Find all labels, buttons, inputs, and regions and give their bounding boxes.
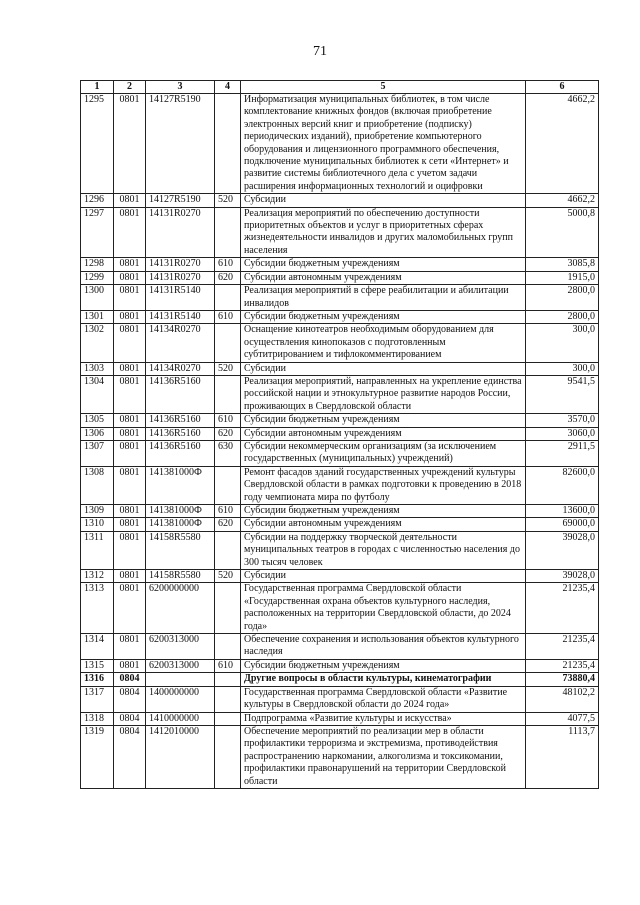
row-number-cell: 1303 bbox=[81, 362, 114, 375]
target-article-cell: 6200313000 bbox=[146, 659, 215, 672]
target-article-cell: 14131R0270 bbox=[146, 271, 215, 284]
amount-cell: 21235,4 bbox=[526, 583, 599, 634]
table-row bbox=[81, 375, 599, 413]
expense-type-cell bbox=[215, 94, 241, 194]
table-row bbox=[81, 466, 599, 504]
section-code-cell: 0801 bbox=[114, 324, 146, 362]
expense-type-cell: 520 bbox=[215, 570, 241, 583]
row-number-cell: 1314 bbox=[81, 634, 114, 660]
row-number-cell: 1316 bbox=[81, 673, 114, 686]
amount-cell: 300,0 bbox=[526, 324, 599, 362]
column-header: 4 bbox=[215, 81, 241, 94]
row-number-cell: 1301 bbox=[81, 310, 114, 323]
expense-type-cell: 630 bbox=[215, 440, 241, 466]
column-header: 1 bbox=[81, 81, 114, 94]
expense-type-cell bbox=[215, 686, 241, 712]
row-number-cell: 1319 bbox=[81, 725, 114, 788]
amount-cell: 9541,5 bbox=[526, 375, 599, 413]
section-code-cell: 0801 bbox=[114, 94, 146, 194]
row-number-cell: 1310 bbox=[81, 518, 114, 531]
description-cell: Субсидии некоммерческим организациям (за исключением государственных (муниципальных) учреждений) bbox=[241, 440, 526, 466]
expense-type-cell: 610 bbox=[215, 310, 241, 323]
row-number-cell: 1302 bbox=[81, 324, 114, 362]
table-row bbox=[81, 659, 599, 672]
target-article-cell: 141381000Ф bbox=[146, 466, 215, 504]
expense-type-cell bbox=[215, 673, 241, 686]
row-number-cell: 1309 bbox=[81, 505, 114, 518]
section-code-cell: 0801 bbox=[114, 659, 146, 672]
amount-cell: 3060,0 bbox=[526, 427, 599, 440]
target-article-cell: 14127R5190 bbox=[146, 94, 215, 194]
table-row bbox=[81, 310, 599, 323]
expense-type-cell bbox=[215, 285, 241, 311]
description-cell: Обеспечение мероприятий по реализации мер в области профилактики терроризма и экстремизма, противодействия распространению наркомании, алкоголизма и токсикомании, профилактики правонарушений на территории Свердловской области bbox=[241, 725, 526, 788]
target-article-cell: 14131R0270 bbox=[146, 258, 215, 271]
amount-cell: 48102,2 bbox=[526, 686, 599, 712]
amount-cell: 39028,0 bbox=[526, 531, 599, 569]
description-cell: Субсидии бюджетным учреждениям bbox=[241, 258, 526, 271]
table-row bbox=[81, 440, 599, 466]
amount-cell: 4662,2 bbox=[526, 194, 599, 207]
section-code-cell: 0801 bbox=[114, 258, 146, 271]
table-row bbox=[81, 285, 599, 311]
expense-type-cell: 620 bbox=[215, 427, 241, 440]
target-article-cell: 14134R0270 bbox=[146, 324, 215, 362]
section-code-cell: 0801 bbox=[114, 466, 146, 504]
row-number-cell: 1299 bbox=[81, 271, 114, 284]
column-header: 2 bbox=[114, 81, 146, 94]
description-cell: Субсидии автономным учреждениям bbox=[241, 427, 526, 440]
table-row bbox=[81, 362, 599, 375]
amount-cell: 13600,0 bbox=[526, 505, 599, 518]
target-article-cell: 14136R5160 bbox=[146, 440, 215, 466]
description-cell: Субсидии bbox=[241, 362, 526, 375]
target-article-cell: 14134R0270 bbox=[146, 362, 215, 375]
section-code-cell: 0801 bbox=[114, 634, 146, 660]
expense-type-cell bbox=[215, 324, 241, 362]
table-row bbox=[81, 414, 599, 427]
target-article-cell: 6200000000 bbox=[146, 583, 215, 634]
amount-cell: 5000,8 bbox=[526, 207, 599, 258]
table-row bbox=[81, 673, 599, 686]
description-cell: Подпрограмма «Развитие культуры и искусства» bbox=[241, 712, 526, 725]
expense-type-cell bbox=[215, 466, 241, 504]
section-code-cell: 0801 bbox=[114, 518, 146, 531]
target-article-cell: 141381000Ф bbox=[146, 518, 215, 531]
amount-cell: 4662,2 bbox=[526, 94, 599, 194]
amount-cell: 69000,0 bbox=[526, 518, 599, 531]
table-row bbox=[81, 634, 599, 660]
section-code-cell: 0801 bbox=[114, 505, 146, 518]
table-row bbox=[81, 725, 599, 788]
amount-cell: 4077,5 bbox=[526, 712, 599, 725]
expense-type-cell bbox=[215, 712, 241, 725]
table-row bbox=[81, 94, 599, 194]
amount-cell: 73880,4 bbox=[526, 673, 599, 686]
expense-type-cell: 520 bbox=[215, 194, 241, 207]
description-cell: Ремонт фасадов зданий государственных учреждений культуры Свердловской области в рамках подготовки к проведению в 2018 году чемпионата мира по футболу bbox=[241, 466, 526, 504]
table-header-row bbox=[81, 81, 599, 94]
expense-type-cell: 620 bbox=[215, 271, 241, 284]
table-row bbox=[81, 505, 599, 518]
table-row bbox=[81, 258, 599, 271]
row-number-cell: 1317 bbox=[81, 686, 114, 712]
expense-type-cell bbox=[215, 375, 241, 413]
expense-type-cell bbox=[215, 725, 241, 788]
row-number-cell: 1297 bbox=[81, 207, 114, 258]
expense-type-cell bbox=[215, 634, 241, 660]
target-article-cell: 14158R5580 bbox=[146, 570, 215, 583]
description-cell: Реализация мероприятий в сфере реабилитации и абилитации инвалидов bbox=[241, 285, 526, 311]
section-code-cell: 0801 bbox=[114, 194, 146, 207]
budget-table bbox=[80, 80, 599, 789]
description-cell: Субсидии автономным учреждениям bbox=[241, 271, 526, 284]
target-article-cell: 1400000000 bbox=[146, 686, 215, 712]
row-number-cell: 1312 bbox=[81, 570, 114, 583]
expense-type-cell: 610 bbox=[215, 414, 241, 427]
amount-cell: 21235,4 bbox=[526, 659, 599, 672]
description-cell: Субсидии бюджетным учреждениям bbox=[241, 310, 526, 323]
description-cell: Другие вопросы в области культуры, кинематографии bbox=[241, 673, 526, 686]
table-row bbox=[81, 324, 599, 362]
amount-cell: 21235,4 bbox=[526, 634, 599, 660]
target-article-cell: 14136R5160 bbox=[146, 414, 215, 427]
description-cell: Государственная программа Свердловской области «Развитие культуры в Свердловской области до 2024 года» bbox=[241, 686, 526, 712]
row-number-cell: 1307 bbox=[81, 440, 114, 466]
section-code-cell: 0801 bbox=[114, 375, 146, 413]
amount-cell: 2800,0 bbox=[526, 310, 599, 323]
target-article-cell: 141381000Ф bbox=[146, 505, 215, 518]
section-code-cell: 0801 bbox=[114, 207, 146, 258]
target-article-cell: 14158R5580 bbox=[146, 531, 215, 569]
section-code-cell: 0801 bbox=[114, 531, 146, 569]
row-number-cell: 1318 bbox=[81, 712, 114, 725]
section-code-cell: 0804 bbox=[114, 673, 146, 686]
description-cell: Субсидии bbox=[241, 570, 526, 583]
description-cell: Субсидии бюджетным учреждениям bbox=[241, 414, 526, 427]
row-number-cell: 1305 bbox=[81, 414, 114, 427]
target-article-cell: 14136R5160 bbox=[146, 375, 215, 413]
target-article-cell: 1410000000 bbox=[146, 712, 215, 725]
table-row bbox=[81, 570, 599, 583]
target-article-cell: 6200313000 bbox=[146, 634, 215, 660]
amount-cell: 2800,0 bbox=[526, 285, 599, 311]
expense-type-cell: 610 bbox=[215, 659, 241, 672]
table-row bbox=[81, 686, 599, 712]
description-cell: Реализация мероприятий по обеспечению доступности приоритетных объектов и услуг в приоритетных сферах жизнедеятельности инвалидов и других маломобильных групп населения bbox=[241, 207, 526, 258]
table-row bbox=[81, 518, 599, 531]
table-row bbox=[81, 207, 599, 258]
target-article-cell: 1412010000 bbox=[146, 725, 215, 788]
expense-type-cell: 620 bbox=[215, 518, 241, 531]
amount-cell: 82600,0 bbox=[526, 466, 599, 504]
description-cell: Обеспечение сохранения и использования объектов культурного наследия bbox=[241, 634, 526, 660]
target-article-cell: 14131R5140 bbox=[146, 310, 215, 323]
table-row bbox=[81, 583, 599, 634]
section-code-cell: 0801 bbox=[114, 440, 146, 466]
description-cell: Оснащение кинотеатров необходимым оборудованием для осуществления кинопоказов с подготовленным субтитрированием и тифлокомментированием bbox=[241, 324, 526, 362]
description-cell: Субсидии автономным учреждениям bbox=[241, 518, 526, 531]
row-number-cell: 1308 bbox=[81, 466, 114, 504]
row-number-cell: 1311 bbox=[81, 531, 114, 569]
description-cell: Субсидии bbox=[241, 194, 526, 207]
amount-cell: 39028,0 bbox=[526, 570, 599, 583]
section-code-cell: 0804 bbox=[114, 725, 146, 788]
section-code-cell: 0801 bbox=[114, 427, 146, 440]
expense-type-cell bbox=[215, 583, 241, 634]
amount-cell: 1113,7 bbox=[526, 725, 599, 788]
row-number-cell: 1298 bbox=[81, 258, 114, 271]
section-code-cell: 0801 bbox=[114, 310, 146, 323]
row-number-cell: 1315 bbox=[81, 659, 114, 672]
section-code-cell: 0801 bbox=[114, 414, 146, 427]
section-code-cell: 0804 bbox=[114, 686, 146, 712]
amount-cell: 3085,8 bbox=[526, 258, 599, 271]
expense-type-cell bbox=[215, 207, 241, 258]
description-cell: Реализация мероприятий, направленных на укрепление единства российской нации и этнокультурное развитие народов России, проживающих в Свердловской области bbox=[241, 375, 526, 413]
table-row bbox=[81, 427, 599, 440]
description-cell: Субсидии бюджетным учреждениям bbox=[241, 505, 526, 518]
table-row bbox=[81, 271, 599, 284]
target-article-cell: 14127R5190 bbox=[146, 194, 215, 207]
expense-type-cell bbox=[215, 531, 241, 569]
table-row bbox=[81, 712, 599, 725]
section-code-cell: 0801 bbox=[114, 583, 146, 634]
section-code-cell: 0801 bbox=[114, 570, 146, 583]
row-number-cell: 1295 bbox=[81, 94, 114, 194]
description-cell: Информатизация муниципальных библиотек, в том числе комплектование книжных фондов (включая приобретение электронных версий книг и приобретение (подписку) периодических изданий), приобретение компьютерного оборудования и лицензионного программного обеспечения, подключение муниципальных библиотек к сети «Интернет» и развитие системы библиотечного дела с учетом задачи расширения информационных технологий и оцифровки bbox=[241, 94, 526, 194]
section-code-cell: 0801 bbox=[114, 271, 146, 284]
target-article-cell: 14136R5160 bbox=[146, 427, 215, 440]
description-cell: Субсидии бюджетным учреждениям bbox=[241, 659, 526, 672]
amount-cell: 3570,0 bbox=[526, 414, 599, 427]
section-code-cell: 0804 bbox=[114, 712, 146, 725]
row-number-cell: 1296 bbox=[81, 194, 114, 207]
section-code-cell: 0801 bbox=[114, 362, 146, 375]
amount-cell: 300,0 bbox=[526, 362, 599, 375]
target-article-cell: 14131R5140 bbox=[146, 285, 215, 311]
column-header: 3 bbox=[146, 81, 215, 94]
section-code-cell: 0801 bbox=[114, 285, 146, 311]
target-article-cell bbox=[146, 673, 215, 686]
target-article-cell: 14131R0270 bbox=[146, 207, 215, 258]
table-row bbox=[81, 531, 599, 569]
amount-cell: 1915,0 bbox=[526, 271, 599, 284]
page-number: 71 bbox=[313, 44, 327, 59]
expense-type-cell: 610 bbox=[215, 505, 241, 518]
description-cell: Государственная программа Свердловской области «Государственная охрана объектов культурного наследия, расположенных на территории Свердловской области, до 2024 года» bbox=[241, 583, 526, 634]
amount-cell: 2911,5 bbox=[526, 440, 599, 466]
row-number-cell: 1306 bbox=[81, 427, 114, 440]
column-header: 5 bbox=[241, 81, 526, 94]
row-number-cell: 1304 bbox=[81, 375, 114, 413]
description-cell: Субсидии на поддержку творческой деятельности муниципальных театров в городах с численностью населения до 300 тысяч человек bbox=[241, 531, 526, 569]
table-row bbox=[81, 194, 599, 207]
expense-type-cell: 520 bbox=[215, 362, 241, 375]
row-number-cell: 1313 bbox=[81, 583, 114, 634]
expense-type-cell: 610 bbox=[215, 258, 241, 271]
column-header: 6 bbox=[526, 81, 599, 94]
row-number-cell: 1300 bbox=[81, 285, 114, 311]
